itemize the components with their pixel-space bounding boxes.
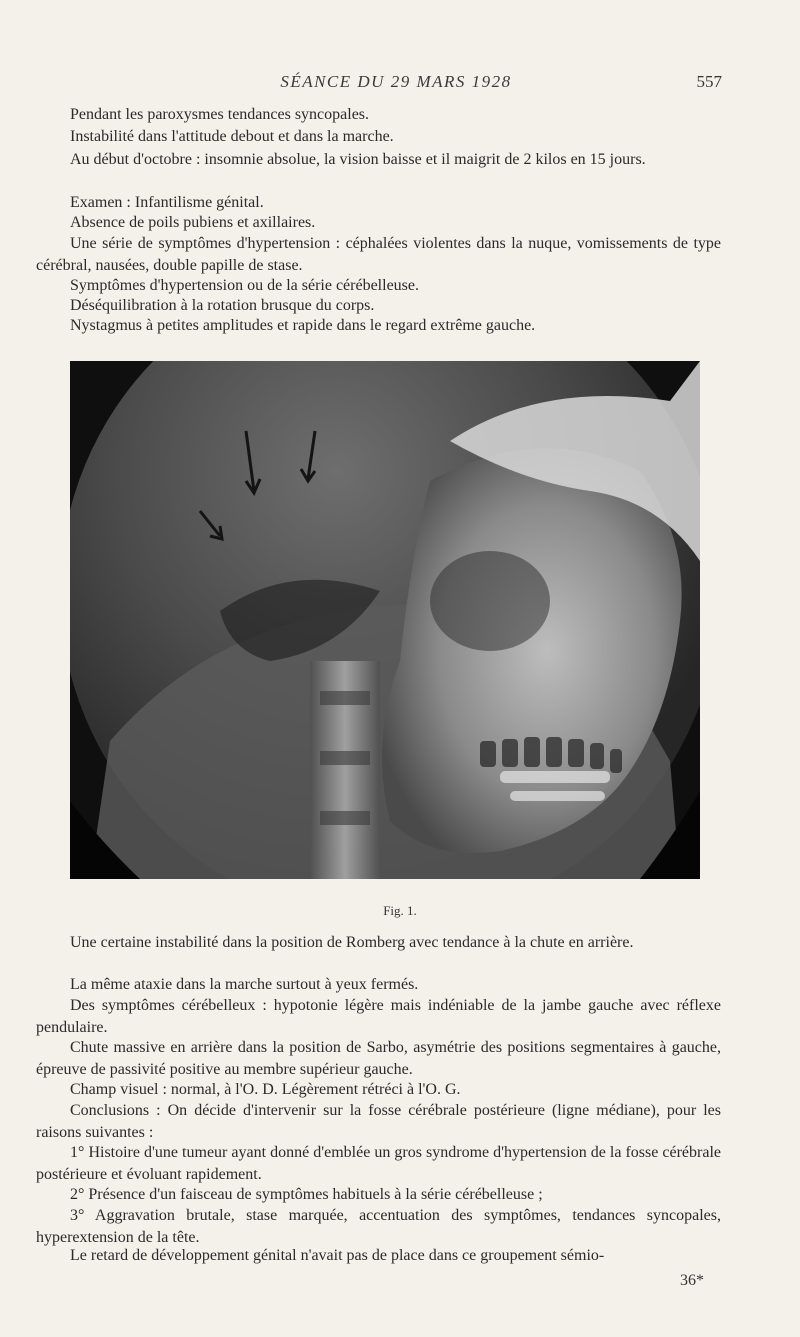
- paragraph: Au début d'octobre : insomnie absolue, la vision baisse et il maigrit de 2 kilos en 15 jours.: [70, 151, 646, 168]
- signature-mark: 36*: [680, 1272, 704, 1289]
- paragraph: Champ visuel : normal, à l'O. D. Légèrement rétréci à l'O. G.: [70, 1081, 461, 1098]
- figure-caption: Fig. 1.: [383, 903, 417, 918]
- paragraph: 3° Aggravation brutale, stase marquée, accentuation des symptômes, tendances syncopales, hyperextension de la tête.: [36, 1207, 721, 1246]
- paragraph: Une certaine instabilité dans la position de Romberg avec tendance à la chute en arrière.: [70, 934, 634, 951]
- paragraph: Nystagmus à petites amplitudes et rapide dans le regard extrême gauche.: [70, 317, 536, 334]
- paragraph: Instabilité dans l'attitude debout et dans la marche.: [70, 128, 394, 145]
- xray-figure: [70, 361, 700, 879]
- paragraph: Déséquilibration à la rotation brusque du corps.: [70, 297, 375, 314]
- paragraph: La même ataxie dans la marche surtout à yeux fermés.: [70, 976, 419, 993]
- paragraph: Absence de poils pubiens et axillaires.: [70, 214, 316, 231]
- paragraph: Chute massive en arrière dans la position de Sarbo, asymétrie des positions segmentaires à gauche, épreuve de passivité positive au membre supérieur gauche.: [36, 1039, 721, 1078]
- paragraph: 1° Histoire d'une tumeur ayant donné d'emblée un gros syndrome d'hypertension de la fosse cérébrale postérieure et évoluant rapidement.: [36, 1144, 721, 1183]
- paragraph: Une série de symptômes d'hypertension : céphalées violentes dans la nuque, vomissements de type cérébral, nausées, double papille de stase.: [36, 235, 721, 274]
- paragraph: 2° Présence d'un faisceau de symptômes habituels à la série cérébelleuse ;: [70, 1186, 543, 1203]
- paragraph: Des symptômes cérébelleux : hypotonie légère mais indéniable de la jambe gauche avec réflexe pendulaire.: [36, 997, 721, 1036]
- page-number: 557: [696, 72, 722, 91]
- running-title: SÉANCE DU 29 MARS 1928: [280, 72, 512, 91]
- paragraph: Symptômes d'hypertension ou de la série cérébelleuse.: [70, 277, 419, 294]
- skull-xray-image: [70, 361, 700, 879]
- running-header: [70, 72, 722, 98]
- paragraph: Le retard de développement génital n'avait pas de place dans ce groupement sémio-: [70, 1247, 605, 1264]
- paragraph: Examen : Infantilisme génital.: [70, 194, 264, 211]
- paragraph: Conclusions : On décide d'intervenir sur la fosse cérébrale postérieure (ligne médiane), pour les raisons suivantes :: [36, 1102, 721, 1141]
- paragraph: Pendant les paroxysmes tendances syncopales.: [70, 106, 370, 123]
